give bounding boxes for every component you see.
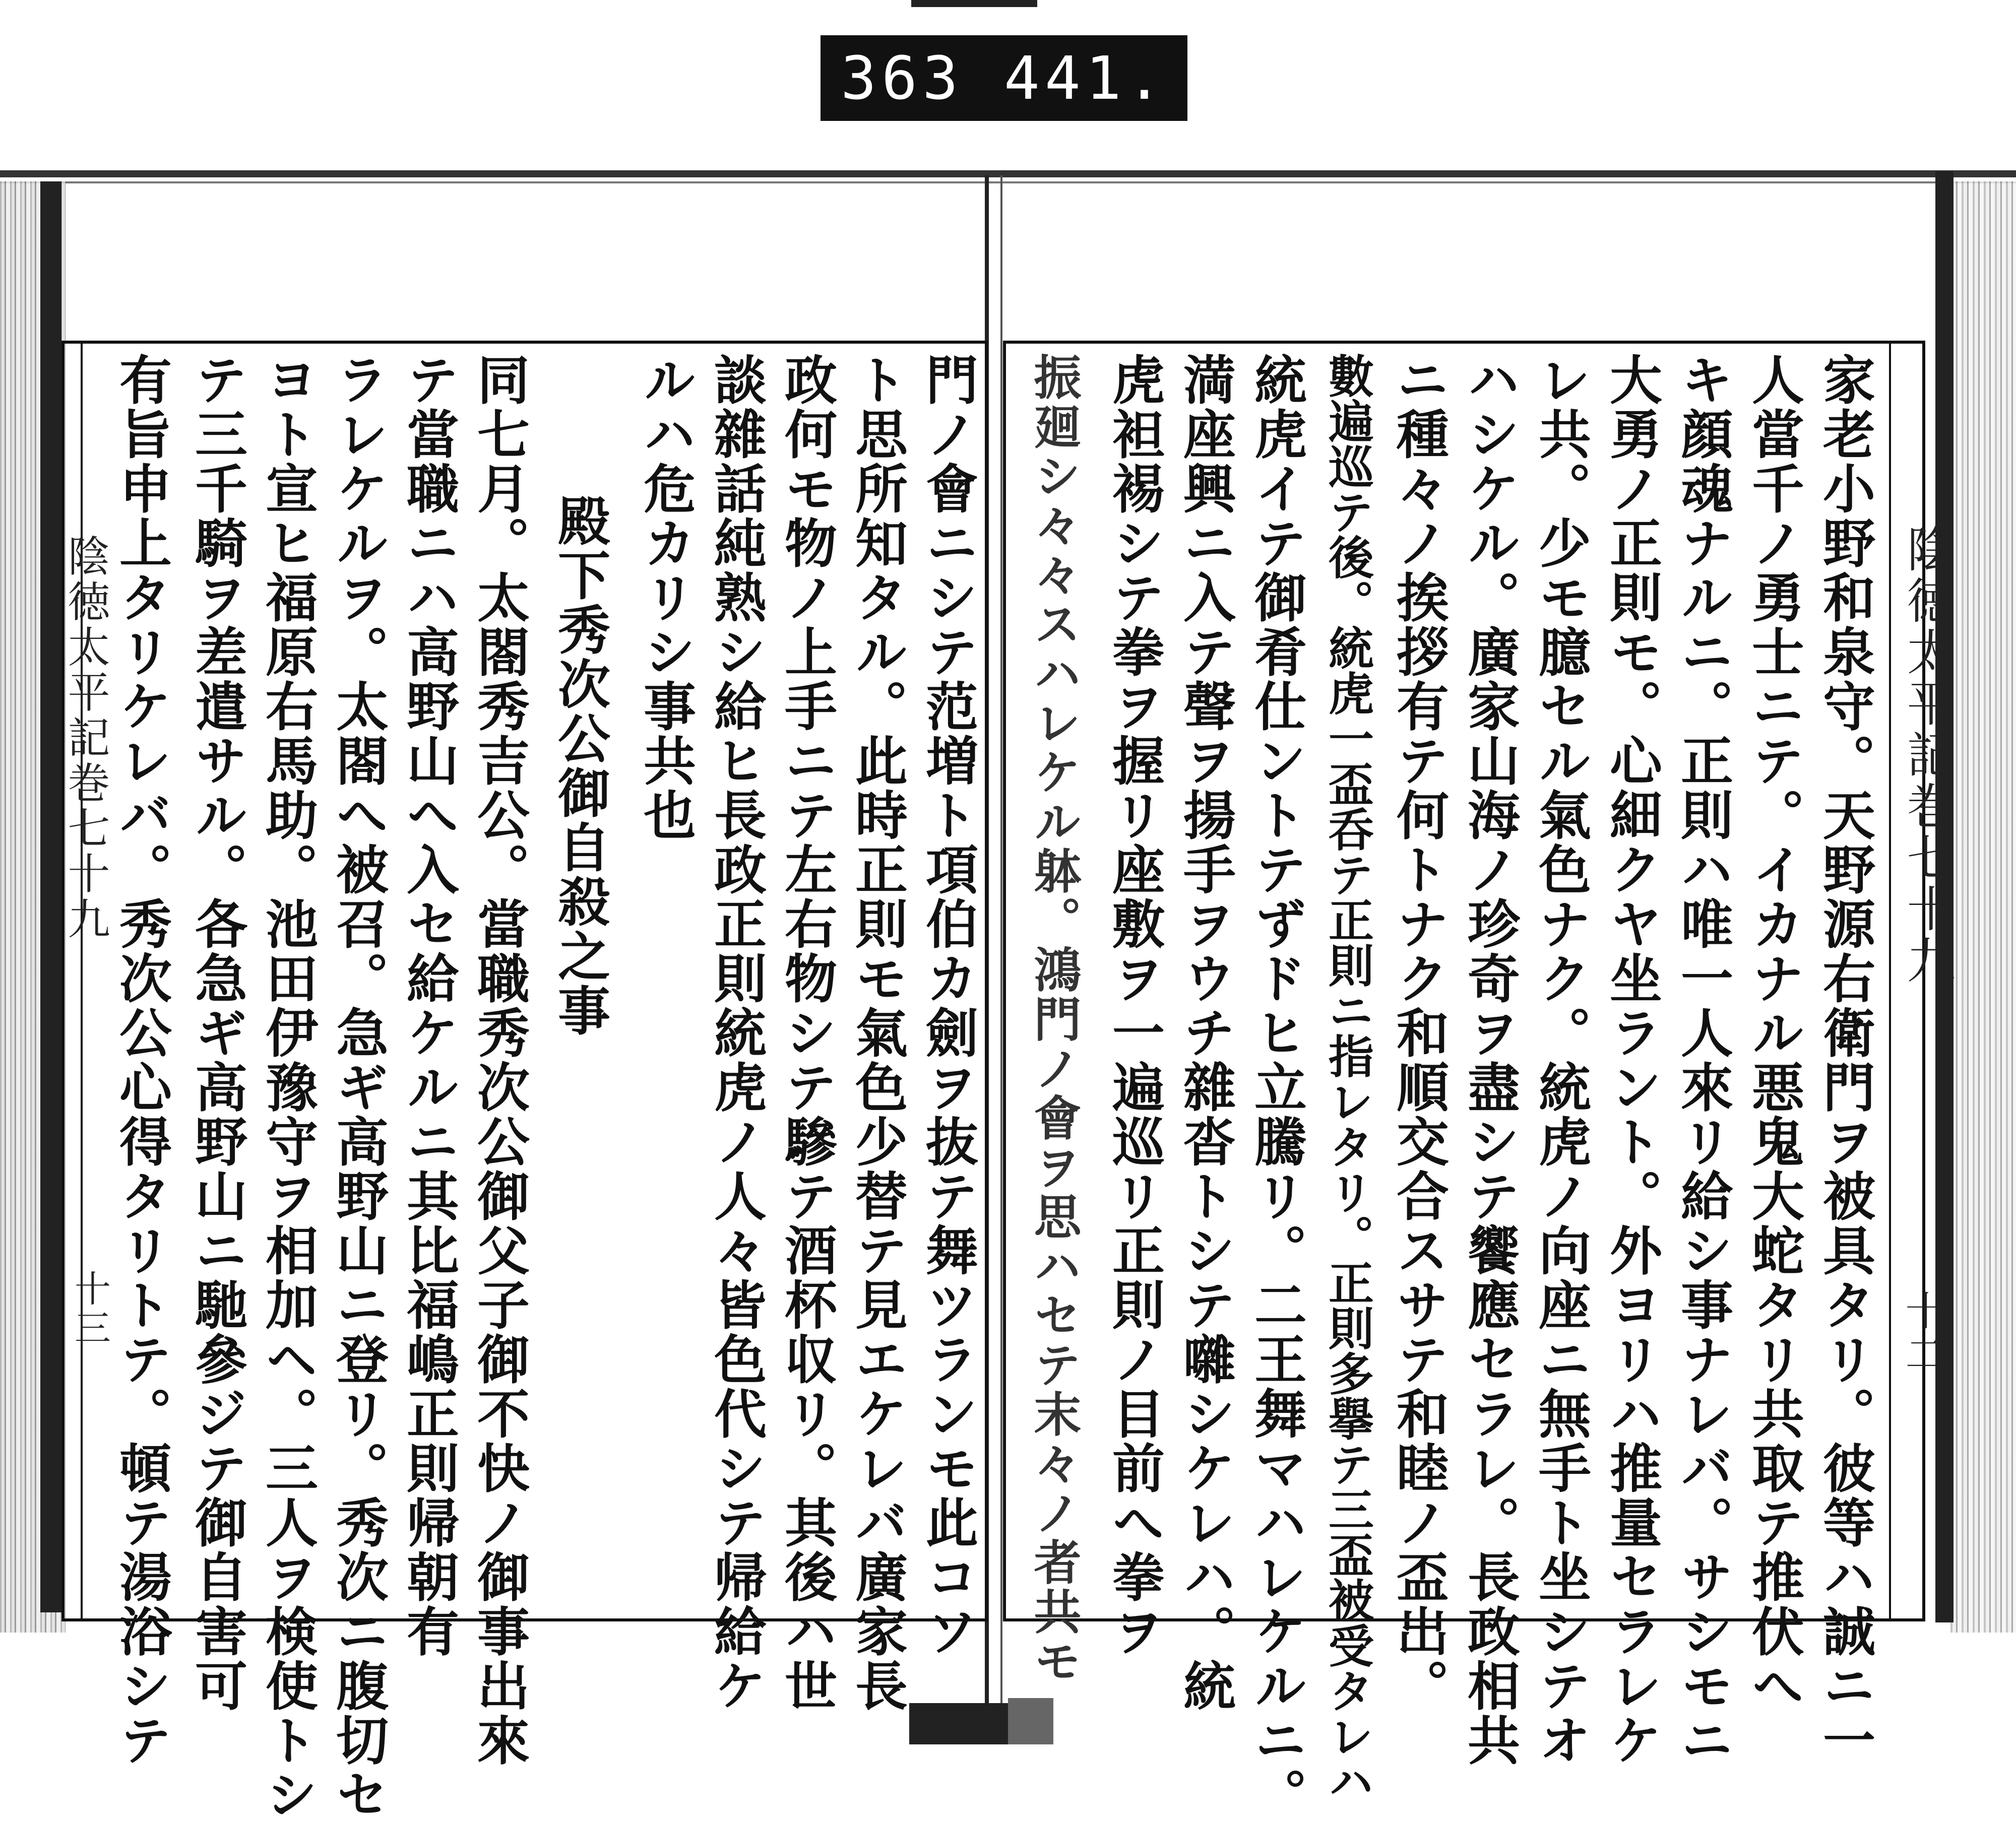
left-col-10: ヨト宣ヒ福原右馬助。池田伊豫守ヲ相加ヘ。三人ヲ検使トシ xyxy=(257,353,319,1822)
right-col-9: 統虎イテ御肴仕ントテずドヒ立騰リ。二王舞マハレケルニ。 xyxy=(1245,353,1307,1822)
right-col-6: ハシケル。廣家山海ノ珍奇ヲ盡シテ饗應セラレ。長政相共 xyxy=(1459,353,1521,1768)
page-top-edge xyxy=(0,170,2016,177)
left-col-7: 同七月。太閤秀吉公。當職秀次公御父子御不快ノ御事出來 xyxy=(468,353,530,1768)
catalog-number-right: 441. xyxy=(1003,43,1167,113)
right-col-5: レ共。少モ臆セル氣色ナク。統虎ノ向座ニ無手ト坐シテオ xyxy=(1530,353,1592,1768)
scan-edge-bottom-nub-gray xyxy=(1008,1698,1053,1744)
right-page-number: 十二 xyxy=(1899,1290,1945,1377)
left-col-5: ルハ危カリシ事共也 xyxy=(635,353,697,842)
right-col-1: 家老小野和泉守。天野源右衛門ヲ被具タリ。彼等ハ誠ニ一 xyxy=(1814,353,1876,1768)
left-col-1: 門ノ會ニシテ范増ト項伯カ劍ヲ抜テ舞ツランモ此コソ xyxy=(917,353,979,1659)
left-col-2: ト思所知タル。此時正則モ氣色少替テ見エケレバ廣家長 xyxy=(846,353,908,1713)
left-margin-rule xyxy=(81,341,83,1621)
right-margin-rule xyxy=(1889,341,1891,1621)
left-col-8: テ當職ニハ高野山へ入セ給ケルニ其比福嶋正則帰朝有 xyxy=(398,353,460,1659)
left-col-11: テ三千騎ヲ差遣サル。各急ギ高野山ニ馳參ジテ御自害可 xyxy=(186,353,248,1713)
catalog-number-left: 363 xyxy=(841,43,964,113)
right-col-8: 數遍巡テ後。統虎一盃呑テ正則ニ指レタリ。正則多擧テ三盃被受タレハ xyxy=(1320,353,1374,1804)
left-col-9: ラレケルヲ。太閤へ被召。急ギ高野山ニ登リ。秀次ニ腹切セ xyxy=(327,353,389,1822)
left-col-4: 談雜話純熟シ給ヒ長政正則統虎ノ人々皆色代シテ帰給ケ xyxy=(705,353,767,1713)
left-col-3: 政何モ物ノ上手ニテ左右物シテ驂テ酒杯収リ。其後ハ世 xyxy=(776,353,838,1713)
right-page-header: 陰徳太平記巻七十九 xyxy=(1899,524,1956,987)
right-col-12: 振廻シ々々スハレケル躰。鴻門ノ會ヲ思ハセテ末々ノ者共モ xyxy=(1026,353,1081,1686)
left-margin-header: 陰徳太平記巻七十九 xyxy=(61,534,110,942)
left-col-12: 有旨申上タリケレバ。秀次公心得タリトテ。頓テ湯浴シテ xyxy=(110,353,172,1768)
right-col-4: 大勇ノ正則モ。心細クヤ坐ラント。外ヨリハ推量セラレケ xyxy=(1601,353,1663,1768)
right-col-7: ニ種々ノ挨拶有テ何トナク和順交合スサテ和睦ノ盃出。 xyxy=(1388,353,1450,1713)
center-fold-shadow xyxy=(1000,175,1002,1744)
catalog-label xyxy=(821,35,1187,121)
page-top-edge-line xyxy=(0,181,2016,183)
right-col-2: 人當千ノ勇士ニテ。イカナル悪鬼大蛇タリ共取テ推伏へ xyxy=(1743,353,1805,1713)
right-col-3: キ顔魂ナルニ。正則ハ唯一人來リ給シ事ナレバ。サシモニ xyxy=(1672,353,1734,1768)
left-margin-page-number: 十三 xyxy=(69,1270,111,1348)
scan-edge-top-nub xyxy=(911,0,1037,7)
right-col-11: 虎袒裼シテ拳ヲ握リ座敷ヲ一遍巡リ正則ノ目前へ拳ヲ xyxy=(1103,353,1165,1659)
section-title: 殿下秀次公御自殺之事 xyxy=(549,494,611,1038)
right-col-10: 満座興ニ入テ聲ヲ揚手ヲウチ雜沓トシテ囃シケレハ。統 xyxy=(1174,353,1236,1713)
